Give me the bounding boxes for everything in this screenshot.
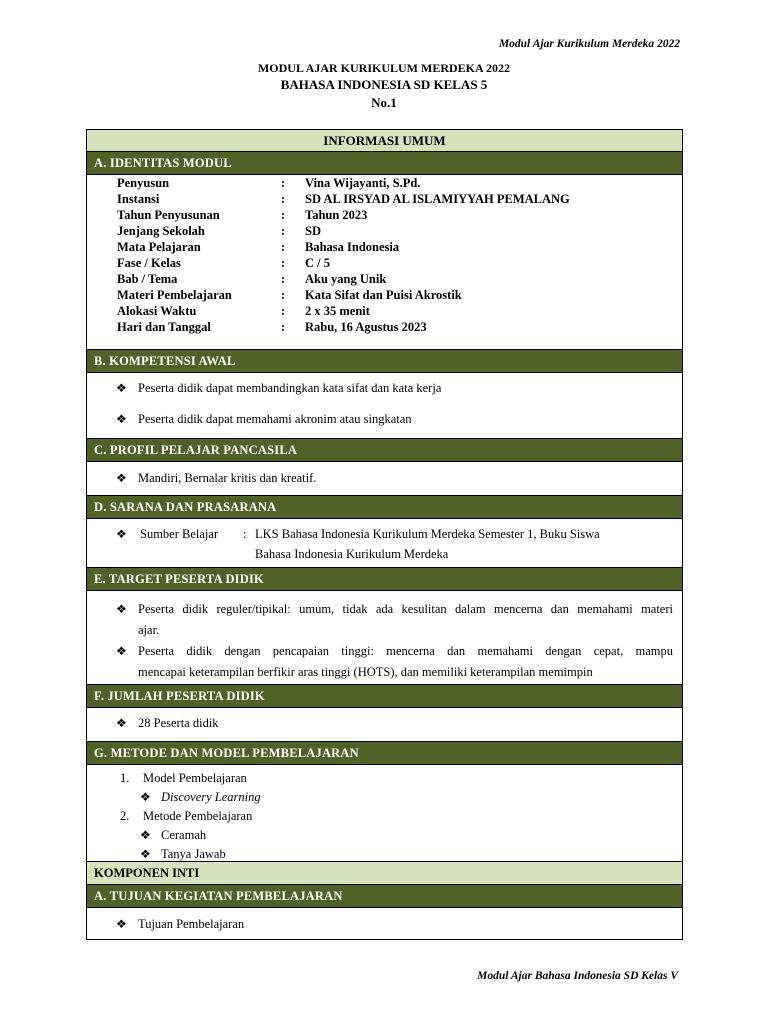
list-item: 28 Peserta didik (138, 716, 219, 730)
heading-identitas-modul: A. IDENTITAS MODUL (87, 152, 682, 175)
bullet-diamond-icon: ❖ (116, 602, 127, 616)
identity-row: Bab / Tema : Aku yang Unik (117, 272, 387, 286)
identity-row: Tahun Penyusunan : Tahun 2023 (117, 208, 368, 222)
identity-row: Instansi : SD AL IRSYAD AL ISLAMIYYAH PEMALANG (117, 192, 570, 206)
title-line-3: No.1 (371, 95, 397, 110)
heading-tujuan-kegiatan: A. TUJUAN KEGIATAN PEMBELAJARAN (87, 885, 682, 908)
title-line-2: BAHASA INDONESIA SD KELAS 5 (280, 77, 488, 92)
identitas-modul-body (87, 175, 682, 350)
tujuan-kegiatan-body (87, 908, 682, 939)
jumlah-peserta-body (87, 708, 682, 742)
module-table (86, 129, 683, 940)
target-peserta-body (87, 591, 682, 685)
section-informasi-umum: INFORMASI UMUM (87, 130, 682, 152)
document-title (0, 60, 768, 112)
sumber-belajar-label: Sumber Belajar (140, 527, 219, 541)
list-number: 2. (120, 809, 130, 823)
identity-row: Alokasi Waktu : 2 x 35 menit (117, 304, 370, 318)
colon: : (243, 527, 247, 541)
list-item: Peserta didik dengan pencapaian tinggi: mencerna dan memahami dengan cepat, mampu mencapai keterampilan berfikir aras tinggi (HOTS), dan memiliki keterampilan memimpin (138, 644, 673, 679)
list-item: Peserta didik dapat memahami akronim atau singkatan (138, 412, 412, 426)
list-item: Peserta didik reguler/tipikal: umum, tidak ada kesulitan dalam mencerna dan memahami materi ajar. (138, 602, 673, 637)
profil-pelajar-body (87, 462, 682, 496)
kompetensi-awal-body (87, 373, 682, 439)
title-line-1: MODUL AJAR KURIKULUM MERDEKA 2022 (257, 61, 510, 75)
list-item: Tanya Jawab (161, 847, 226, 861)
bullet-diamond-icon: ❖ (116, 644, 127, 658)
running-footer: Modul Ajar Bahasa Indonesia SD Kelas V (477, 970, 678, 982)
sarana-prasarana-body (87, 519, 682, 568)
bullet-diamond-icon: ❖ (116, 471, 127, 485)
bullet-diamond-icon: ❖ (116, 716, 127, 730)
bullet-diamond-icon: ❖ (140, 847, 151, 861)
model-pembelajaran-label: Model Pembelajaran (143, 771, 247, 785)
bullet-diamond-icon: ❖ (116, 917, 127, 931)
list-number: 1. (120, 771, 130, 785)
identity-row: Materi Pembelajaran : Kata Sifat dan Puisi Akrostik (117, 288, 462, 302)
identity-row: Mata Pelajaran : Bahasa Indonesia (117, 240, 400, 254)
bullet-diamond-icon: ❖ (116, 381, 127, 395)
identity-row: Penyusun : Vina Wijayanti, S.Pd. (117, 176, 421, 190)
sumber-belajar-line-1: LKS Bahasa Indonesia Kurikulum Merdeka Semester 1, Buku Siswa (255, 527, 600, 541)
heading-target-peserta: E. TARGET PESERTA DIDIK (87, 568, 682, 591)
bullet-diamond-icon: ❖ (116, 527, 127, 541)
bullet-diamond-icon: ❖ (140, 828, 151, 842)
heading-kompetensi-awal: B. KOMPETENSI AWAL (87, 350, 682, 373)
identity-row: Jenjang Sekolah : SD (117, 224, 321, 238)
list-item: Mandiri, Bernalar kritis dan kreatif. (138, 471, 317, 485)
metode-model-body (87, 765, 682, 862)
metode-pembelajaran-label: Metode Pembelajaran (143, 809, 253, 823)
heading-metode-model: G. METODE DAN MODEL PEMBELAJARAN (87, 742, 682, 765)
section-komponen-inti: KOMPONEN INTI (87, 862, 682, 885)
list-item: Discovery Learning (161, 790, 261, 804)
list-item: Tujuan Pembelajaran (138, 917, 245, 931)
sumber-belajar-line-2: Bahasa Indonesia Kurikulum Merdeka (255, 547, 449, 561)
heading-profil-pelajar: C. PROFIL PELAJAR PANCASILA (87, 439, 682, 462)
identity-row: Fase / Kelas : C / 5 (117, 256, 330, 270)
bullet-diamond-icon: ❖ (140, 790, 151, 804)
list-item: Ceramah (161, 828, 207, 842)
bullet-diamond-icon: ❖ (116, 412, 127, 426)
heading-sarana-prasarana: D. SARANA DAN PRASARANA (87, 496, 682, 519)
heading-jumlah-peserta: F. JUMLAH PESERTA DIDIK (87, 685, 682, 708)
running-header: Modul Ajar Kurikulum Merdeka 2022 (498, 38, 680, 50)
identity-row: Hari dan Tanggal : Rabu, 16 Agustus 2023 (117, 320, 427, 334)
list-item: Peserta didik dapat membandingkan kata sifat dan kata kerja (138, 381, 442, 395)
